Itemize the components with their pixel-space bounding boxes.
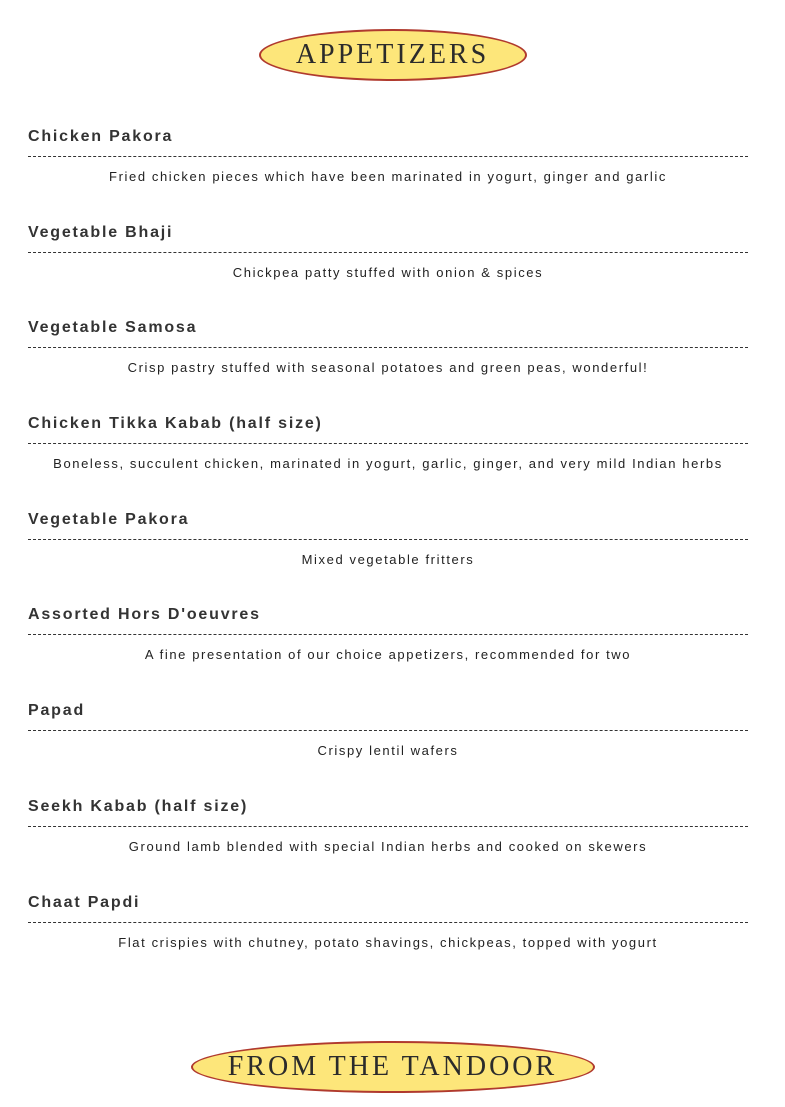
menu-item <box>28 794 748 890</box>
menu-item-divider <box>28 347 748 348</box>
menu-item <box>28 890 748 986</box>
menu-item-description: Boneless, succulent chicken, marinated in yogurt, garlic, ginger, and very mild Indian herbs <box>53 456 723 472</box>
menu-item-divider <box>28 826 748 827</box>
menu-item <box>28 220 748 316</box>
appetizers-title: APPETIZERS <box>259 29 527 81</box>
menu-item <box>28 411 748 507</box>
appetizers-section-header <box>0 29 785 81</box>
menu-item-name: Chaat Papdi <box>28 893 141 911</box>
menu-item-name: Chicken Tikka Kabab (half size) <box>28 415 323 433</box>
menu-item-divider <box>28 730 748 731</box>
appetizers-menu-list <box>28 124 748 985</box>
menu-item <box>28 602 748 698</box>
menu-item-name: Papad <box>28 702 86 720</box>
menu-item <box>28 124 748 220</box>
menu-item-name: Vegetable Samosa <box>28 319 198 337</box>
menu-item-divider <box>28 922 748 923</box>
menu-item-description: Chickpea patty stuffed with onion & spices <box>232 264 544 280</box>
menu-item-description: Crispy lentil wafers <box>317 743 459 759</box>
menu-item-name: Assorted Hors D'oeuvres <box>28 606 261 624</box>
menu-item-name: Seekh Kabab (half size) <box>28 797 249 815</box>
menu-item-name: Vegetable Pakora <box>28 510 190 528</box>
menu-item-description: Fried chicken pieces which have been marinated in yogurt, ginger and garlic <box>109 169 667 184</box>
menu-item <box>28 507 748 603</box>
menu-item <box>28 315 748 411</box>
menu-item <box>28 698 748 794</box>
menu-item-divider <box>28 156 748 157</box>
tandoor-title: FROM THE TANDOOR <box>191 1041 595 1093</box>
menu-item-divider <box>28 252 748 253</box>
menu-item-name: Chicken Pakora <box>28 128 174 145</box>
menu-item-divider <box>28 634 748 635</box>
menu-item-name: Vegetable Bhaji <box>28 223 174 241</box>
menu-item-description: Mixed vegetable fritters <box>301 551 475 567</box>
menu-item-description: A fine presentation of our choice appetizers, recommended for two <box>144 647 632 663</box>
menu-item-divider <box>28 443 748 444</box>
menu-item-description: Crisp pastry stuffed with seasonal potatoes and green peas, wonderful! <box>127 360 649 376</box>
menu-item-description: Flat crispies with chutney, potato shavings, chickpeas, topped with yogurt <box>118 934 658 950</box>
menu-item-divider <box>28 539 748 540</box>
menu-item-description: Ground lamb blended with special Indian herbs and cooked on skewers <box>128 838 648 854</box>
tandoor-section-header <box>0 1041 785 1093</box>
